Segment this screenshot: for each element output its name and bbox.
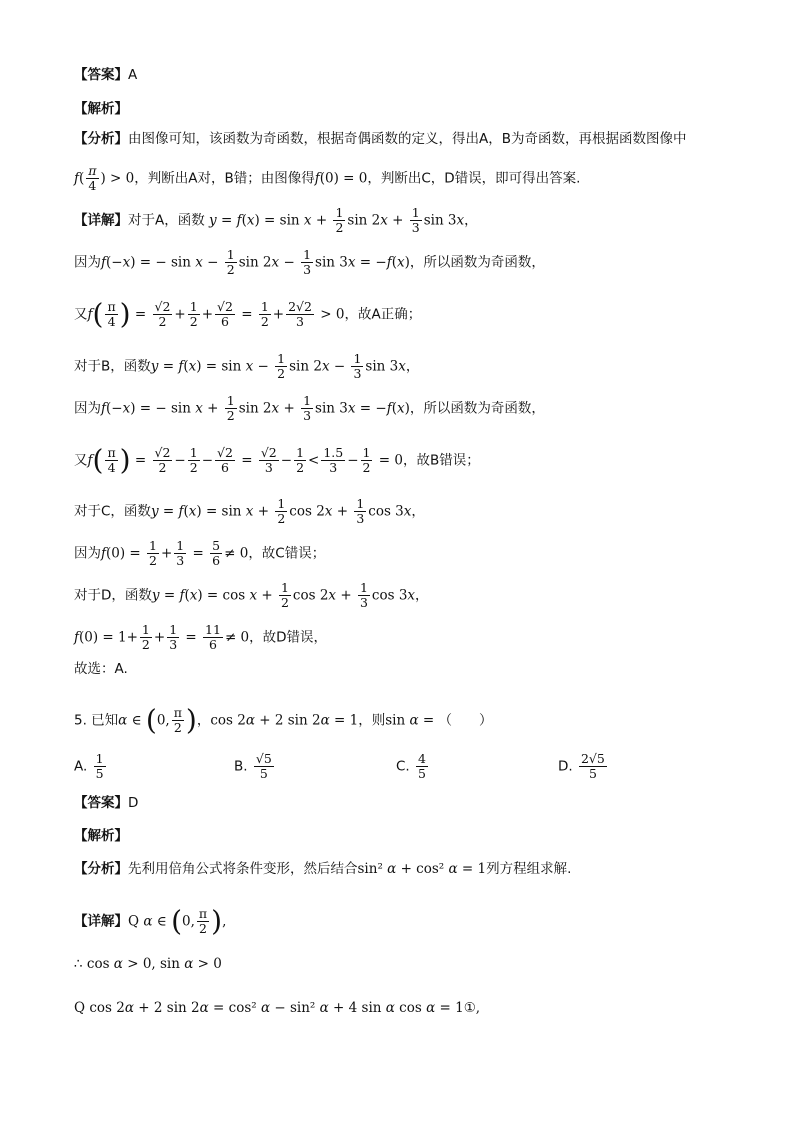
detail-line-b2-1: 【详解】Q α ∈ (0, $\frac{\pi}{2}$ ), (74, 904, 227, 938)
detail-line-B3: 又f( $\frac{\pi}{4}$ ) = $\frac{√2}{2}$ − $\frac{1}{2}$ − $\frac{√2}{6}$ = $\frac{√2}{3}$ − $\frac{1}{2}$ < $\frac{1.5}{3}$ − $\frac{1}{2}$ = 0，故B错误； (74, 443, 480, 477)
detail-line-b2-2: ∴ cos α > 0, sin α > 0 (74, 956, 222, 972)
analysis-label-1: 【解析】 (74, 101, 128, 117)
answer-line-1 (74, 65, 137, 85)
detail-line-D: 对于D，函数y = f(x) = cos x + $\frac{1}{2}$ cos 2x + $\frac{1}{3}$ cos 3x， (74, 580, 429, 610)
fenxi-line-b2: 【分析】先利用倍角公式将条件变形，然后结合sin² α + cos² α = 1列方程组求解. (74, 861, 572, 877)
fenxi-line-1: 【分析】由图像可知，该函数为奇函数，根据奇偶函数的定义，得出A，B为奇函数，再根据函数图像中 (74, 131, 687, 147)
detail-line-b2-3: Q cos 2α + 2 sin 2α = cos² α − sin² α + 4 sin α cos α = 1①, (74, 1000, 481, 1016)
answer-value: A (128, 67, 138, 83)
detail-line-B2: 因为f(−x) = − sin x + $\frac{1}{2}$ sin 2x + $\frac{1}{3}$ sin 3x = −f(x)，所以函数为奇函数， (74, 393, 545, 423)
option-a: A. $\frac{1}{5}$ (74, 751, 104, 781)
option-c: C. $\frac{4}{5}$ (396, 751, 426, 781)
detail-line-C: 对于C，函数y = f(x) = sin x + $\frac{1}{2}$ cos 2x + $\frac{1}{3}$ cos 3x， (74, 496, 425, 526)
detail-line-A: 【详解】对于A，函数 y = f(x) = sin x + $\frac{1}{2}$ sin 2x + $\frac{1}{3}$ sin 3x， (74, 205, 478, 235)
choose-line: 故选：A. (74, 661, 128, 677)
analysis-label-2: 【解析】 (74, 828, 128, 844)
option-b: B. $\frac{√5}{5}$ (234, 751, 272, 781)
fenxi-line-2: f( $\frac{\pi}{4}$ ) > 0，判断出A对，B错；由图像得f(0) = 0，判断出C，D错误，即可得出答案. (74, 163, 581, 193)
question-5: 5. 已知α ∈ (0, $\frac{\pi}{2}$ )，cos 2α + 2 sin 2α = 1，则sin α = （ ） (74, 703, 493, 737)
detail-line-A2: 因为f(−x) = − sin x − $\frac{1}{2}$ sin 2x − $\frac{1}{3}$ sin 3x = −f(x)，所以函数为奇函数， (74, 247, 545, 277)
answer-line-2: 【答案】D (74, 795, 139, 811)
detail-line-C2: 因为f(0) = $\frac{1}{2}$ + $\frac{1}{3}$ = $\frac{5}{6}$ ≠ 0，故C错误； (74, 538, 326, 568)
detail-line-A3: 又f( $\frac{\pi}{4}$ ) = $\frac{√2}{2}$ + $\frac{1}{2}$ + $\frac{√2}{6}$ = $\frac{1}{2}$ + $\frac{2√2}{3}$ > 0，故A正确； (74, 297, 422, 331)
option-d: D. $\frac{2√5}{5}$ (558, 751, 605, 781)
answer-label: 【答案】 (74, 67, 128, 83)
detail-line-D2: f(0) = 1+ $\frac{1}{2}$ + $\frac{1}{3}$ = $\frac{11}{6}$ ≠ 0，故D错误， (74, 622, 328, 652)
detail-line-B: 对于B，函数y = f(x) = sin x − $\frac{1}{2}$ sin 2x − $\frac{1}{3}$ sin 3x， (74, 351, 420, 381)
